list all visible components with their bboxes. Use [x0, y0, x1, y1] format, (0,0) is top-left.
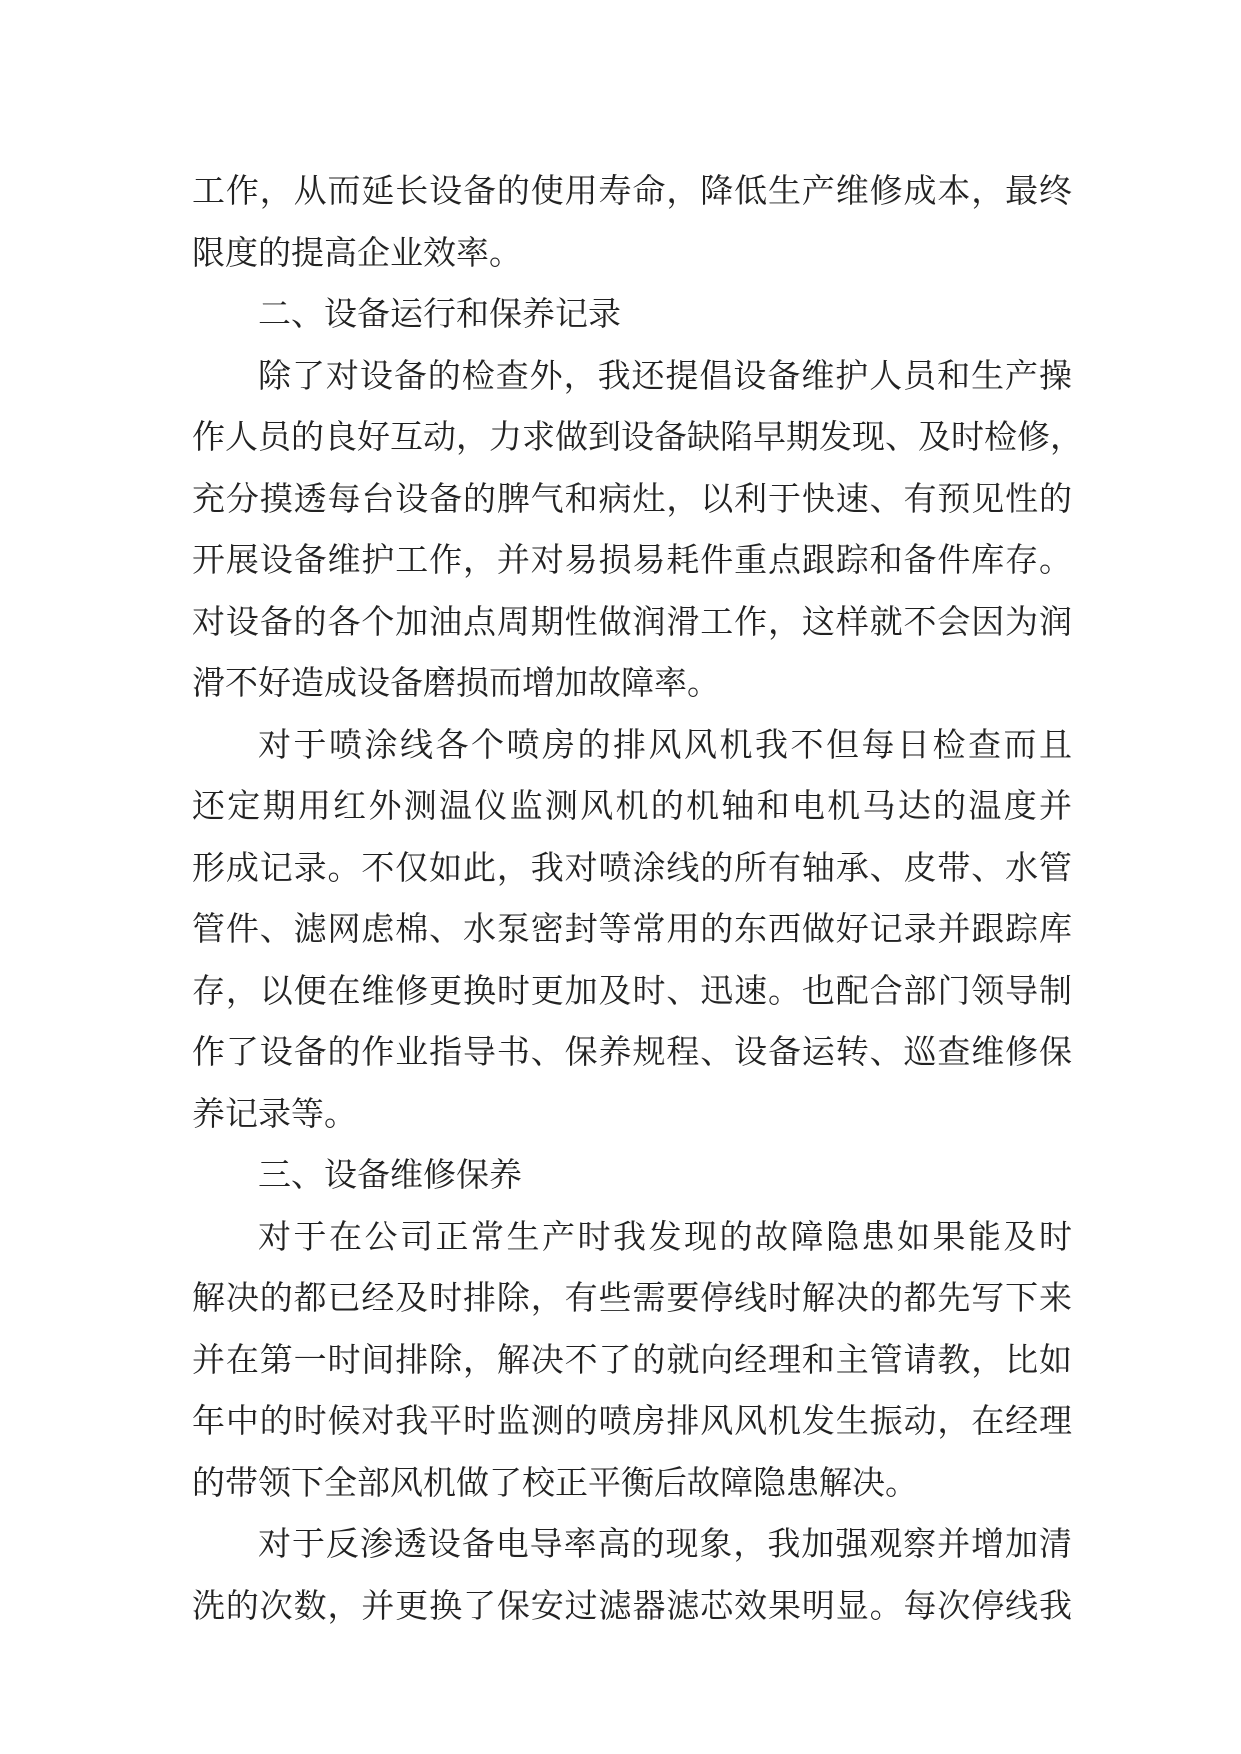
text-line: 对于在公司正常生产时我发现的故障隐患如果能及时 — [258, 1216, 1072, 1256]
text-line: 形成记录。不仅如此，我对喷涂线的所有轴承、皮带、水管 — [192, 847, 1072, 887]
text-line: 还定期用红外测温仪监测风机的机轴和电机马达的温度并 — [192, 786, 1072, 825]
text-line: 养记录等。 — [192, 1093, 357, 1133]
text-line: 并在第一时间排除，解决不了的就向经理和主管请教，比如 — [192, 1339, 1072, 1379]
text-line: 开展设备维护工作，并对易损易耗件重点跟踪和备件库存。 — [192, 540, 1072, 579]
document-body — [192, 160, 1083, 1636]
text-line: 充分摸透每台设备的脾气和病灶，以利于快速、有预见性的 — [192, 478, 1072, 518]
text-line: 滑不好造成设备磨损而增加故障率。 — [192, 663, 720, 702]
text-line: 的带领下全部风机做了校正平衡后故障隐患解决。 — [192, 1462, 918, 1502]
section-heading: 三、设备维修保养 — [258, 1155, 522, 1194]
text-line: 作人员的良好互动，力求做到设备缺陷早期发现、及时检修， — [192, 417, 1083, 456]
text-line: 除了对设备的检查外，我还提倡设备维护人员和生产操 — [258, 355, 1072, 395]
section-heading: 二、设备运行和保养记录 — [258, 294, 621, 333]
text-line: 限度的提高企业效率。 — [192, 232, 522, 272]
text-line: 管件、滤网虑棉、水泵密封等常用的东西做好记录并跟踪库 — [192, 909, 1072, 948]
text-line: 作了设备的作业指导书、保养规程、设备运转、巡查维修保 — [192, 1032, 1072, 1071]
text-line: 对设备的各个加油点周期性做润滑工作，这样就不会因为润 — [192, 601, 1072, 641]
text-line: 对于喷涂线各个喷房的排风风机我不但每日检查而且 — [258, 724, 1072, 764]
text-line: 洗的次数，并更换了保安过滤器滤芯效果明显。每次停线我 — [192, 1585, 1072, 1625]
text-line: 存，以便在维修更换时更加及时、迅速。也配合部门领导制 — [192, 970, 1072, 1010]
text-line: 解决的都已经及时排除，有些需要停线时解决的都先写下来 — [192, 1278, 1072, 1317]
text-line: 年中的时候对我平时监测的喷房排风风机发生振动，在经理 — [192, 1401, 1072, 1440]
text-line: 对于反渗透设备电导率高的现象，我加强观察并增加清 — [258, 1524, 1072, 1563]
text-line: 工作，从而延长设备的使用寿命，降低生产维修成本，最终 — [192, 171, 1072, 210]
